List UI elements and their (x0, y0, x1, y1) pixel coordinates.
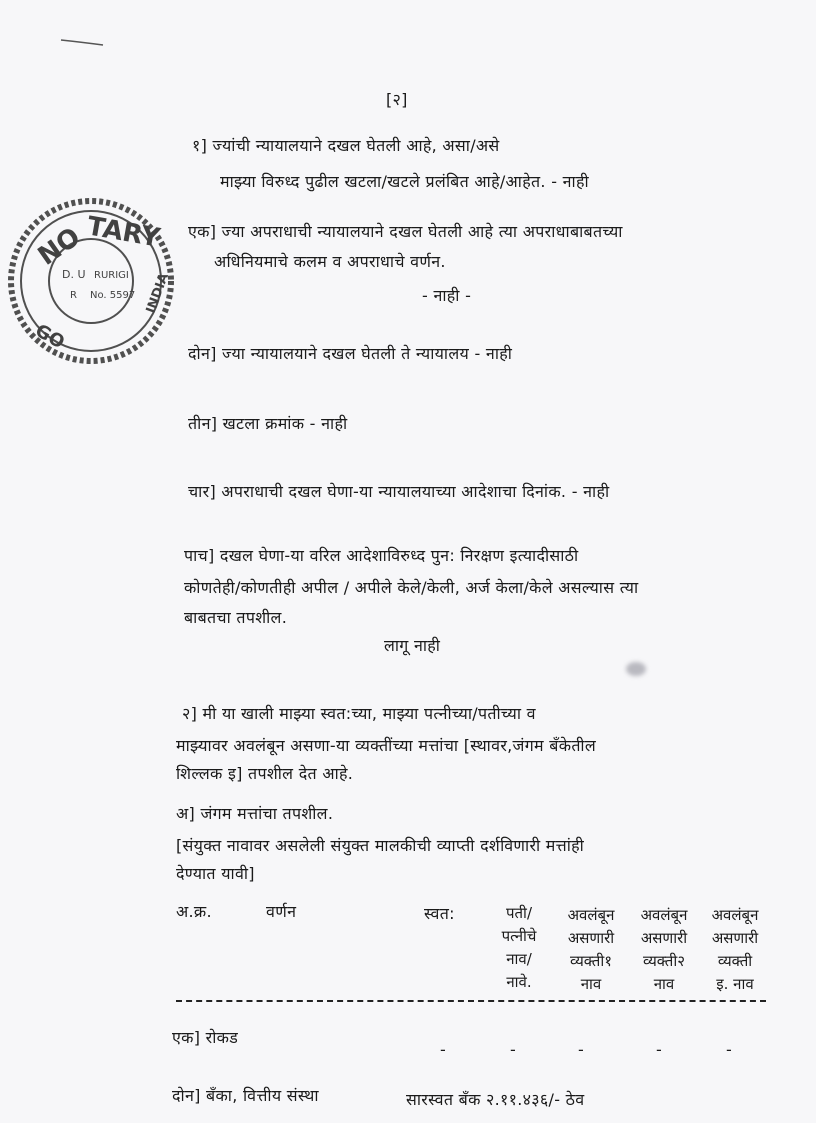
dashed-divider (176, 1000, 766, 1002)
header-sr-no: अ.क्र. (176, 902, 212, 921)
header-dependent-2: अवलंबून असणारी व्यक्ती२ नाव (640, 906, 688, 993)
header-description: वर्णन (266, 902, 297, 921)
svg-text:R: R (70, 290, 77, 301)
section-1-line-1: १] ज्यांची न्यायालयाने दखल घेतली आहे, असा/असे (192, 136, 500, 155)
row-cash-dep2-value: - (656, 1040, 662, 1059)
svg-text:No. 5597: No. 5597 (90, 290, 136, 301)
row-cash-self-value: - (440, 1040, 446, 1059)
svg-text:D. U: D. U (62, 268, 86, 281)
item-ek-line-1: एक] ज्या अपराधाची न्यायालयाने दखल घेतली आहे त्या अपराधाबाबतच्या (188, 222, 623, 241)
header-dependent-1: अवलंबून असणारी व्यक्ती१ नाव (567, 906, 615, 993)
section-1-line-2: माझ्या विरुध्द पुढील खटला/खटले प्रलंबित आहे/आहेत. - नाही (220, 172, 589, 191)
svg-text:INDIA: INDIA (143, 271, 172, 316)
item-paach-line-3: बाबतचा तपशील. (184, 608, 288, 627)
row-banks-detail: सारस्वत बँक २.११.४३६/- ठेव (406, 1090, 585, 1109)
section-2-line-3: शिल्लक इ] तपशील देत आहे. (176, 764, 354, 783)
section-a-line-3: देण्यात यावी] (176, 864, 255, 883)
section-a-line-1: अ] जंगम मत्तांचा तपशील. (176, 804, 334, 823)
svg-text:RURIGI: RURIGI (94, 270, 129, 281)
item-don: दोन] ज्या न्यायालयाने दखल घेतली ते न्यायालय - नाही (188, 344, 513, 363)
pen-mark (60, 36, 104, 46)
row-cash-spouse-value: - (510, 1040, 516, 1059)
header-self: स्वत: (424, 904, 455, 923)
ink-smudge (626, 662, 646, 676)
section-2-line-1: २] मी या खाली माझ्या स्वत:च्या, माझ्या पत्नीच्या/पतीच्या व (182, 704, 536, 723)
item-paach-line-1: पाच] दखल घेणा-या वरिल आदेशाविरुध्द पुन: निरक्षण इत्यादीसाठी (184, 546, 579, 565)
row-cash-label: एक] रोकड (172, 1028, 239, 1047)
svg-text:NO: NO (32, 221, 86, 272)
item-ek-line-2: अधिनियमाचे कलम व अपराधाचे वर्णन. (214, 252, 446, 271)
header-spouse-name: पती/ पत्नीचे नाव/ नावे. (501, 904, 537, 991)
header-dependent-3: अवलंबून असणारी व्यक्ती इ. नाव (711, 906, 759, 993)
item-chaar: चार] अपराधाची दखल घेणा-या न्यायालयाच्या आदेशाचा दिनांक. - नाही (188, 482, 610, 501)
row-cash-dep1-value: - (578, 1040, 584, 1059)
item-paach-line-2: कोणतेही/कोणतीही अपील / अपीले केले/केली, अर्ज केला/केले असल्यास त्या (184, 578, 639, 597)
svg-text:TARY: TARY (84, 211, 163, 254)
page-number: [२] (386, 90, 408, 109)
row-banks-label: दोन] बँका, वित्तीय संस्था (172, 1086, 319, 1105)
row-cash-dep3-value: - (726, 1040, 732, 1059)
svg-text:GO: GO (31, 320, 69, 354)
item-paach-answer: लागू नाही (384, 636, 441, 655)
notary-seal (6, 196, 176, 366)
item-teen: तीन] खटला क्रमांक - नाही (188, 414, 348, 433)
item-ek-answer: - नाही - (422, 286, 472, 305)
section-2-line-2: माझ्यावर अवलंबून असणा-या व्यक्तींच्या मत्तांचा [स्थावर,जंगम बँकेतील (176, 736, 597, 755)
section-a-line-2: [संयुक्त नावावर असलेली संयुक्त मालकीची व्याप्ती दर्शविणारी मत्तांही (176, 836, 585, 855)
